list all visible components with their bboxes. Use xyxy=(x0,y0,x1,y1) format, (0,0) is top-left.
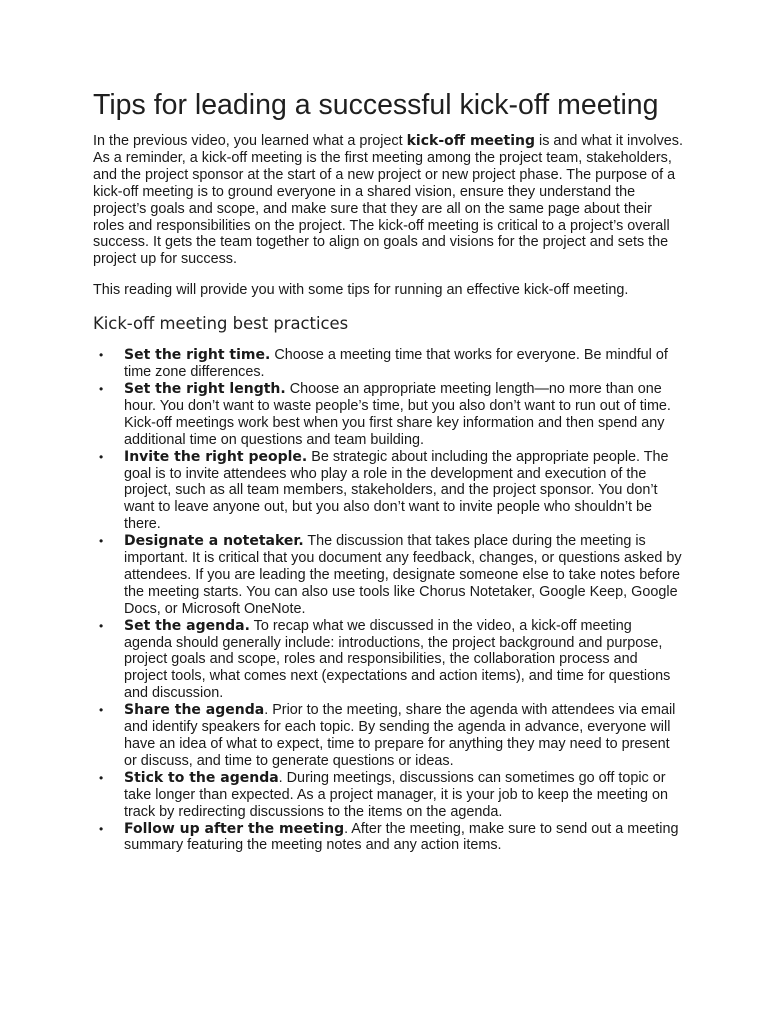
document-page xyxy=(93,88,683,854)
best-practices-list xyxy=(93,347,683,854)
bullet-icon: • xyxy=(99,770,104,785)
list-item-text: Choose an appropriate meeting length—no more than one hour. You don’t want to waste people’s time, but you also don’t want to run out of time. Kick-off meetings work best when you first share key information and then spend any additional time on questions and team building. xyxy=(124,380,671,448)
bullet-icon: • xyxy=(99,821,104,836)
list-item xyxy=(93,347,683,381)
bullet-icon: • xyxy=(99,348,104,363)
list-item-text: To recap what we discussed in the video, a kick-off meeting agenda should generally include: introductions, the project background and purpose, project goals and scope, roles and responsibilities, the collaboration process and project tools, what comes next (expectations and action items), and time for questions and discussion. xyxy=(124,617,671,702)
list-item-title: Invite the right people. xyxy=(124,448,308,465)
bullet-icon: • xyxy=(99,534,104,549)
list-item-text: . Prior to the meeting, share the agenda with attendees via email and identify speakers for each topic. By sending the agenda in advance, everyone will have an idea of what to expect, time to prepare for anything they may need to present or discuss, and time to generate questions or ideas. xyxy=(124,702,676,769)
lead-paragraph: This reading will provide you with some tips for running an effective kick-off meeting. xyxy=(93,282,629,299)
list-item-title: Share the agenda xyxy=(124,702,265,719)
list-item xyxy=(93,381,683,449)
list-item xyxy=(93,702,683,770)
intro-text-before: In the previous video, you learned what a project xyxy=(93,133,407,149)
list-item-title: Designate a notetaker. xyxy=(124,533,304,550)
bullet-icon: • xyxy=(99,381,104,396)
intro-bold-term: kick-off meeting xyxy=(406,133,536,149)
list-item-text: Be strategic about including the appropriate people. The goal is to invite attendees who play a role in the development and execution of the project, such as all team members, stakeholders, and the project sponsor. You don’t want to leave anyone out, but you also don’t want to invite people who shouldn’t be there. xyxy=(124,448,669,533)
list-item-text: Choose a meeting time that works for everyone. Be mindful of time zone differences. xyxy=(124,347,668,381)
list-item-title: Set the right time. xyxy=(124,347,271,364)
intro-text-after: is and what it involves. As a reminder, a kick-off meeting is the first meeting among the project team, stakeholders, and the project sponsor at the start of a new project or new project phase. The purpose of a kick-off meeting is to ground everyone in a shared vision, ensure they understand the project’s goals and scope, and make sure that they are all on the same page about their roles and responsibilities on the project. The kick-off meeting is critical to a project’s overall success. It gets the team together to align on goals and visions for the project and sets the project up for success. xyxy=(93,133,683,268)
list-item-text: The discussion that takes place during the meeting is important. It is critical that you document any feedback, changes, or questions asked by attendees. If you are leading the meeting, designate someone else to take notes before the meeting starts. You can also use tools like Chorus Notetaker, Google Keep, Google Docs, or Microsoft OneNote. xyxy=(124,533,682,617)
list-item-title: Stick to the agenda xyxy=(124,769,279,786)
list-item xyxy=(93,449,683,534)
bullet-icon: • xyxy=(99,449,104,464)
list-item xyxy=(93,533,683,618)
list-item-title: Follow up after the meeting xyxy=(124,820,345,837)
list-item xyxy=(93,618,683,703)
list-item-title: Set the agenda. xyxy=(124,617,250,634)
list-item-text: . During meetings, discussions can sometimes go off topic or take longer than expected. As a project manager, it is your job to keep the meeting on track by redirecting discussions to the items on the agenda. xyxy=(124,769,668,820)
page-title: Tips for leading a successful kick-off meeting xyxy=(93,89,659,121)
section-heading: Kick-off meeting best practices xyxy=(93,314,349,334)
list-item xyxy=(93,821,683,855)
bullet-icon: • xyxy=(99,618,104,633)
list-item-text: . After the meeting, make sure to send out a meeting summary featuring the meeting notes and any action items. xyxy=(124,820,679,854)
list-item-title: Set the right length. xyxy=(124,380,286,397)
bullet-icon: • xyxy=(99,703,104,718)
intro-paragraph xyxy=(93,133,683,268)
list-item xyxy=(93,770,683,821)
